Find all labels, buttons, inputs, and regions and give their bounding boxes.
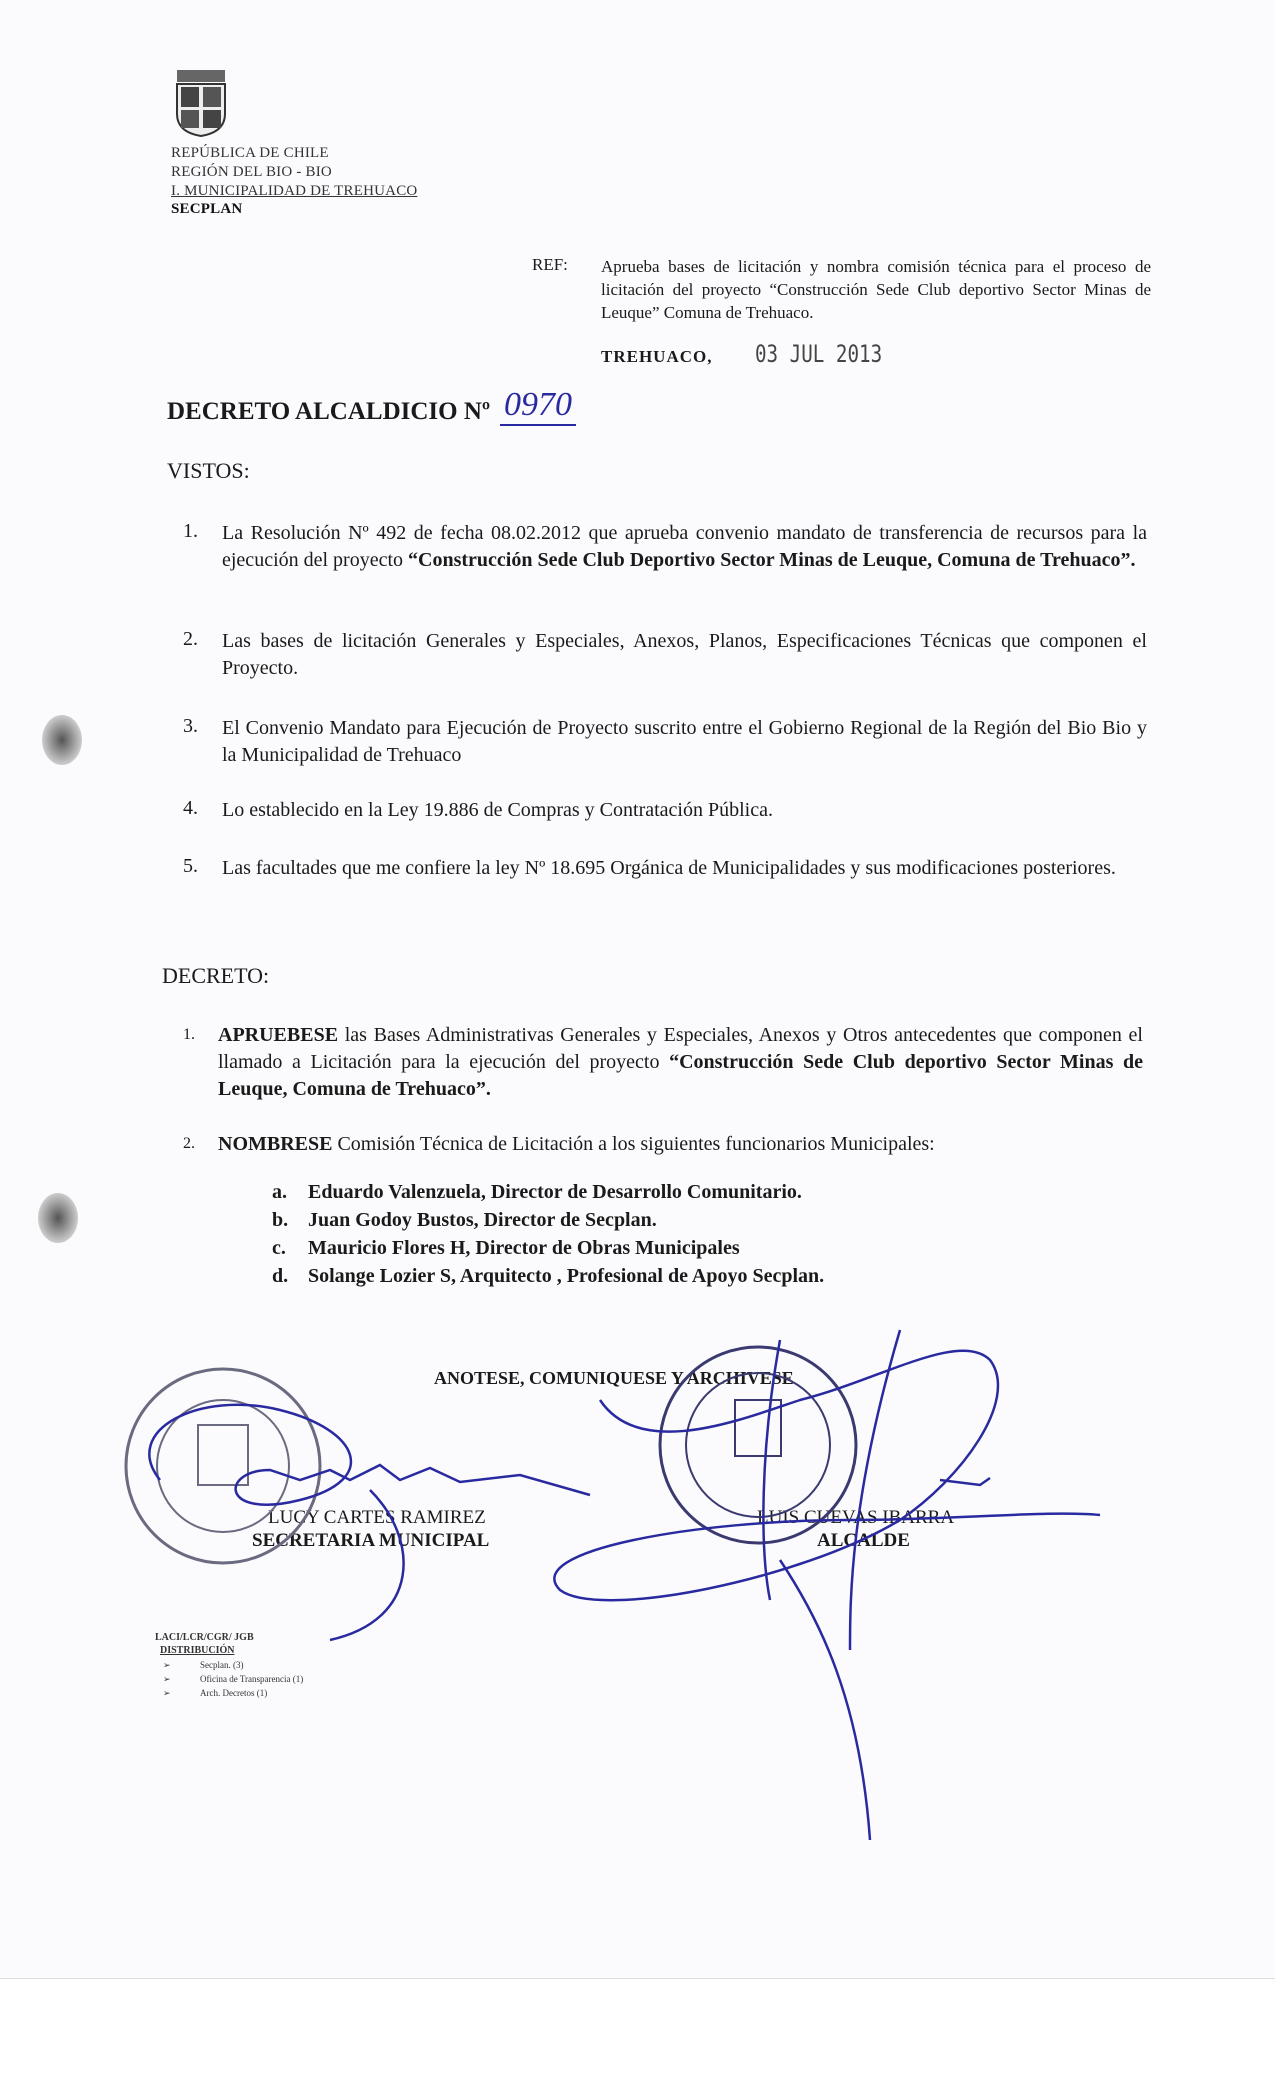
member-letter: c. bbox=[272, 1237, 286, 1259]
place-label: TREHUACO, bbox=[601, 347, 713, 366]
member-text: Juan Godoy Bustos, Director de Secplan. bbox=[308, 1209, 657, 1231]
mayor-name: LUIS CUEVAS IBARRA bbox=[757, 1507, 955, 1528]
vistos-item: Las bases de licitación Generales y Especiales, Anexos, Planos, Especificaciones Técnicas que componen el Proyecto. bbox=[222, 630, 1147, 679]
ref-text: Aprueba bases de licitación y nombra comisión técnica para el proceso de licitación del proyecto “Construcción Sede Club deportivo Sector Minas de Leuque” Comuna de Trehuaco. bbox=[601, 257, 1151, 322]
vistos-item bbox=[222, 520, 1147, 574]
secretary-name: LUCY CARTES RAMIREZ bbox=[268, 1507, 486, 1528]
project-name: “Construcción Sede Club Deportivo Sector Minas de Leuque, Comuna de Trehuaco”. bbox=[408, 549, 1136, 571]
item-text: Comisión Técnica de Licitación a los siguientes funcionarios Municipales: bbox=[332, 1133, 935, 1155]
decreto-number: 2. bbox=[183, 1135, 195, 1152]
item-text: las Bases Administrativas Generales y Especiales, Anexos y Otros antecedentes que componen el llamado a Licitación para la ejecución del proyecto bbox=[218, 1024, 1143, 1073]
decreto-number: 1. bbox=[183, 1026, 195, 1043]
bullet-icon: ➢ bbox=[163, 1660, 171, 1670]
distribution-item: Arch. Decretos (1) bbox=[200, 1688, 268, 1698]
decree-number: 0970 bbox=[500, 386, 576, 426]
member-letter: a. bbox=[272, 1181, 287, 1203]
member-text: Mauricio Flores H, Director de Obras Municipales bbox=[308, 1237, 740, 1259]
decree-title: DECRETO ALCALDICIO Nº bbox=[167, 398, 491, 425]
header-republic: REPÚBLICA DE CHILE bbox=[171, 145, 329, 161]
vistos-item: Lo establecido en la Ley 19.886 de Compras y Contratación Pública. bbox=[222, 799, 773, 821]
vistos-number: 4. bbox=[183, 797, 198, 819]
member-item bbox=[272, 1265, 824, 1288]
vistos-number: 2. bbox=[183, 628, 198, 650]
secretary-role: SECRETARIA MUNICIPAL bbox=[252, 1530, 490, 1551]
item-text: La Resolución Nº 492 de fecha 08.02.2012 que aprueba convenio mandato de transferencia de recursos para la ejecución del proyecto bbox=[222, 522, 1147, 571]
vistos-heading: VISTOS: bbox=[167, 458, 250, 483]
mayor-role: ALCALDE bbox=[817, 1530, 910, 1551]
page-bottom-margin bbox=[0, 1978, 1275, 2100]
bullet-icon: ➢ bbox=[163, 1674, 171, 1684]
item-lead: APRUEBESE bbox=[218, 1024, 339, 1046]
decreto-heading: DECRETO: bbox=[162, 963, 270, 988]
member-item bbox=[272, 1237, 740, 1260]
header-region: REGIÓN DEL BIO - BIO bbox=[171, 164, 332, 180]
distribution-item: Oficina de Transparencia (1) bbox=[200, 1674, 304, 1684]
punch-hole bbox=[38, 1193, 78, 1243]
vistos-number: 5. bbox=[183, 855, 198, 877]
item-lead: NOMBRESE bbox=[218, 1133, 333, 1155]
distribution-item: Secplan. (3) bbox=[200, 1660, 244, 1670]
decreto-item bbox=[218, 1022, 1143, 1103]
date-stamp: 03 JUL 2013 bbox=[755, 340, 883, 368]
member-letter: b. bbox=[272, 1209, 289, 1231]
handwritten-signatures bbox=[149, 1330, 1100, 1840]
member-text: Solange Lozier S, Arquitecto , Profesional de Apoyo Secplan. bbox=[308, 1265, 825, 1287]
vistos-number: 3. bbox=[183, 715, 198, 737]
closing-text: ANOTESE, COMUNIQUESE Y ARCHIVESE bbox=[434, 1368, 794, 1388]
ref-label: REF: bbox=[532, 255, 568, 274]
member-item bbox=[272, 1209, 657, 1232]
decreto-item bbox=[218, 1131, 1143, 1158]
member-letter: d. bbox=[272, 1265, 289, 1287]
vistos-item: Las facultades que me confiere la ley Nº 18.695 Orgánica de Municipalidades y sus modificaciones posteriores. bbox=[222, 857, 1116, 879]
punch-hole bbox=[42, 715, 82, 765]
header-department: SECPLAN bbox=[171, 201, 243, 217]
project-name: “Construcción Sede Club deportivo Sector Minas de Leuque, Comuna de Trehuaco”. bbox=[218, 1051, 1143, 1100]
member-text: Eduardo Valenzuela, Director de Desarrollo Comunitario. bbox=[308, 1181, 802, 1203]
vistos-number: 1. bbox=[183, 520, 198, 542]
distribution-label: DISTRIBUCIÓN bbox=[160, 1645, 235, 1656]
footer-initials: LACI/LCR/CGR/ JGB bbox=[155, 1632, 254, 1643]
coat-of-arms-logo bbox=[171, 68, 231, 138]
bullet-icon: ➢ bbox=[163, 1688, 171, 1698]
vistos-item: El Convenio Mandato para Ejecución de Proyecto suscrito entre el Gobierno Regional de la Región del Bio Bio y la Municipalidad de Trehuaco bbox=[222, 717, 1147, 766]
member-item bbox=[272, 1181, 802, 1204]
header-municipality: I. MUNICIPALIDAD DE TREHUACO bbox=[171, 183, 418, 199]
